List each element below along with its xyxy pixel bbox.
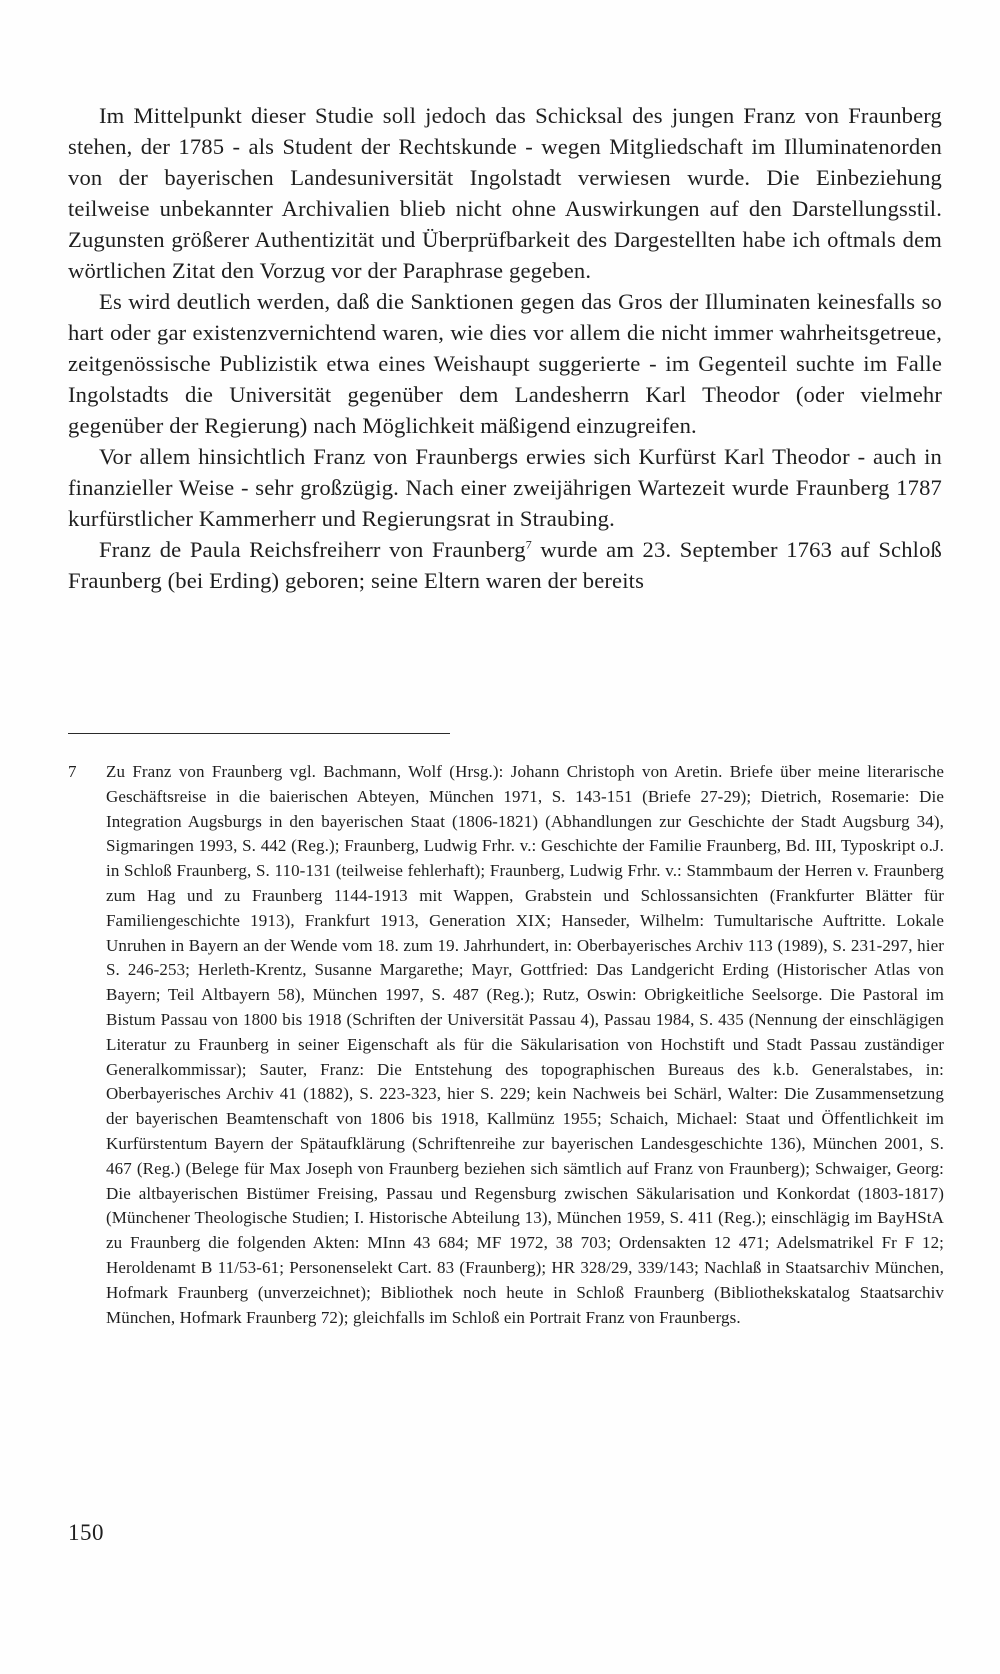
footnote [68,760,944,1330]
paragraph: Es wird deutlich werden, daß die Sanktionen gegen das Gros der Illuminaten keinesfalls so hart oder gar existenzvernichtend waren, wie dies vor allem die nicht immer wahrheitsgetreue, zeitgenössische Publizistik etwa eines Weishaupt suggerierte - im Gegenteil suchte im Falle Ingolstadts die Universität gegenüber dem Landesherrn Karl Theodor (oder vielmehr gegenüber der Regierung) nach Möglichkeit mäßigend einzugreifen. [68,289,942,438]
footnotes [68,760,944,1330]
body-text [68,100,942,596]
paragraph: Im Mittelpunkt dieser Studie soll jedoch das Schicksal des jungen Franz von Fraunberg stehen, der 1785 - als Student der Rechtskunde - wegen Mitgliedschaft im Illuminatenorden von der bayerischen Landesuniversität Ingolstadt verwiesen wurde. Die Einbeziehung teilweise unbekannter Archivalien blieb nicht ohne Auswirkungen auf den Darstellungsstil. Zugunsten größerer Authentizität und Überprüfbarkeit des Dargestellten habe ich oftmals dem wörtlichen Zitat den Vorzug vor der Paraphrase gegeben. [68,103,942,283]
footnote-reference: 7 [525,537,532,552]
footnote-text: Zu Franz von Fraunberg vgl. Bachmann, Wolf (Hrsg.): Johann Christoph von Aretin. Briefe über meine literarische Geschäftsreise in die baierischen Abteyen, München 1971, S. 143-151 (Briefe 27-29); Dietrich, Rosemarie: Die Integration Augsburgs in den bayerischen Staat (1806-1821) (Abhandlungen zur Geschichte der Stadt Augsburg 34), Sigmaringen 1993, S. 442 (Reg.); Fraunberg, Ludwig Frhr. v.: Geschichte der Familie Fraunberg, Bd. III, Typoskript o.J. in Schloß Fraunberg, S. 110-131 (teilweise fehlerhaft); Fraunberg, Ludwig Frhr. v.: Stammbaum der Herren v. Fraunberg zum Hag und zu Fraunberg 1144-1913 mit Wappen, Grabstein und Schlossansichten (Frankfurter Blätter für Familiengeschichte 1913), Frankfurt 1913, Generation XIX; Hanseder, Wilhelm: Tumultarische Auftritte. Lokale Unruhen in Bayern an der Wende vom 18. zum 19. Jahrhundert, in: Oberbayerisches Archiv 113 (1989), S. 231-297, hier S. 246-253; Herleth-Krentz, Susanne Margarethe; Mayr, Gottfried: Das Landgericht Erding (Historischer Atlas von Bayern; Teil Altbayern 58), München 1997, S. 487 (Reg.); Rutz, Oswin: Obrigkeitliche Seelsorge. Die Pastoral im Bistum Passau von 1800 bis 1918 (Schriften der Universität Passau 4), Passau 1984, S. 435 (Nennung der einschlägigen Literatur zu Fraunberg in seiner Eigenschaft als für die Säkularisation von Hochstift und Stadt Passau zuständiger Generalkommissar); Sauter, Franz: Die Entstehung des topographischen Bureaus des k.b. Generalstabes, in: Oberbayerisches Archiv 41 (1882), S. 223-323, hier S. 229; kein Nachweis bei Schärl, Walter: Die Zusammensetzung der bayerischen Beamtenschaft von 1806 bis 1918, Kallmünz 1955; Schaich, Michael: Staat und Öffentlichkeit im Kurfürstentum Bayern der Spätaufklärung (Schriftenreihe zur bayerischen Landesgeschichte 136), München 2001, S. 467 (Reg.) (Belege für Max Joseph von Fraunberg beziehen sich sämtlich auf Franz von Fraunberg); Schwaiger, Georg: Die altbayerischen Bistümer Freising, Passau und Regensburg zwischen Säkularisation und Konkordat (1803-1817) (Münchener Theologische Studien; I. Historische Abteilung 13), München 1959, S. 411 (Reg.); einschlägig im BayHStA zu Fraunberg die folgenden Akten: MInn 43 684; MF 1972, 38 703; Ordensakten 12 471; Adelsmatrikel Fr F 12; Heroldenamt B 11/53-61; Personenselekt Cart. 83 (Fraunberg); HR 328/29, 339/143; Nachlaß in Staatsarchiv München, Hofmark Fraunberg (unverzeichnet); Bibliothek noch heute in Schloß Fraunberg (Bibliothekskatalog Staatsarchiv München, Hofmark Fraunberg 72); gleichfalls im Schloß ein Portrait Franz von Fraunbergs. [106,762,944,1327]
paragraph: Vor allem hinsichtlich Franz von Fraunbergs erwies sich Kurfürst Karl Theodor - auch in finanzieller Weise - sehr großzügig. Nach einer zweijährigen Wartezeit wurde Fraunberg 1787 kurfürstlicher Kammerherr und Regierungsrat in Straubing. [68,444,942,531]
footnote-number: 7 [68,762,77,781]
paragraph-text: Franz de Paula Reichsfreiherr von Fraunberg [99,537,526,562]
paragraph [68,534,942,596]
page-number: 150 [68,1520,104,1545]
footnote-separator [68,733,450,734]
paragraph-text: wurde am 23. September 1763 auf Schloß Fraunberg (bei Erding) geboren; seine Eltern waren der bereits [68,537,942,593]
